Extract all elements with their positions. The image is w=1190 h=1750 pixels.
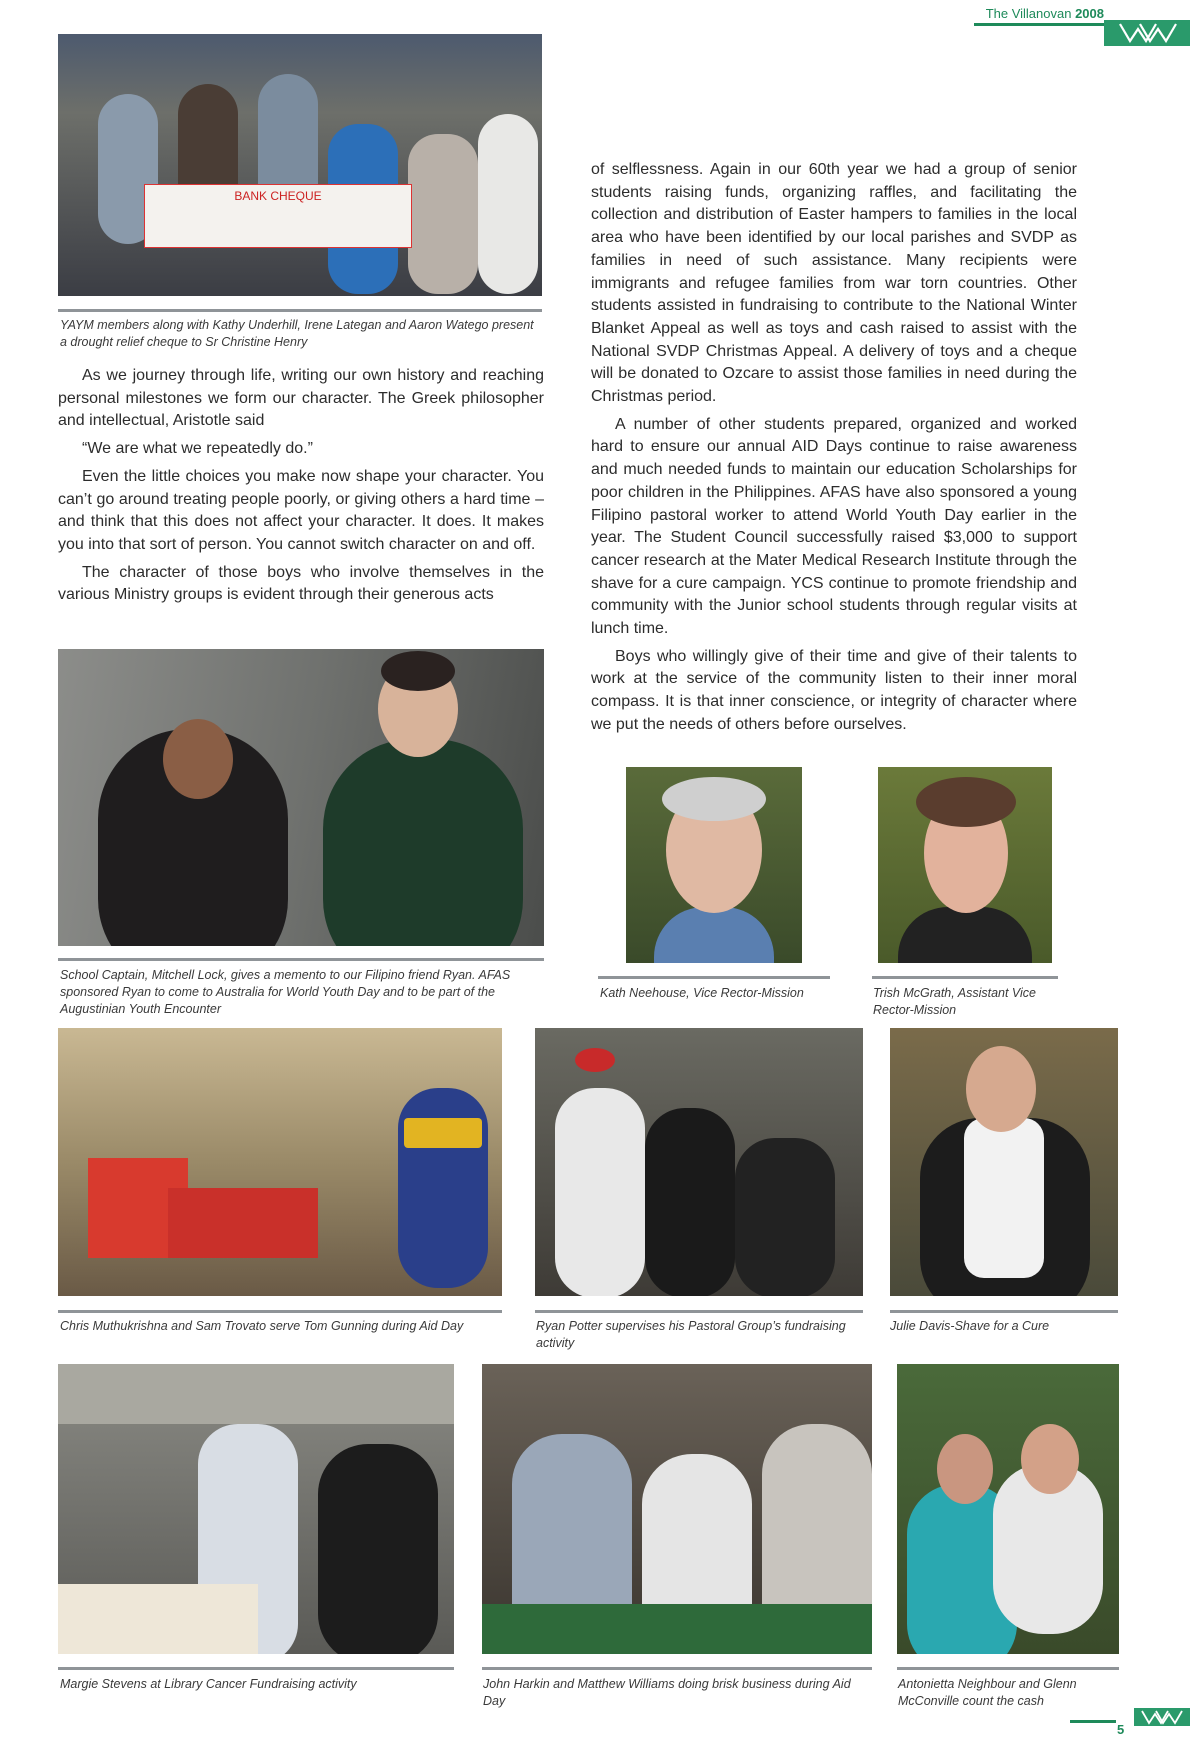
publication-year: 2008 bbox=[1075, 6, 1104, 21]
caption-aid-day-business: John Harkin and Matthew Williams doing brisk business during Aid Day bbox=[483, 1677, 851, 1708]
photo-aid-day-business bbox=[482, 1364, 872, 1654]
caption-rule bbox=[58, 1667, 454, 1670]
caption-trish-mcgrath: Trish McGrath, Assistant Vice Rector-Mission bbox=[873, 986, 1037, 1017]
paragraph: Even the little choices you make now shape your character. You can’t go around treating people poorly, or giving others a hard time – and think that this does not affect your character. It does. It makes you into that sort of person. You cannot switch character on and off. bbox=[58, 467, 544, 553]
school-logo-icon bbox=[1104, 20, 1190, 46]
left-column-text bbox=[58, 365, 544, 612]
footer-logo-icon bbox=[1134, 1708, 1190, 1726]
paragraph: A number of other students prepared, organized and worked hard to ensure our annual AID Days continue to raise awareness and much needed funds to maintain our education Scholarships for poor children in the Philippines. AFAS have also sponsored a young Filipino pastoral worker to attend World Youth Day earlier in the year. The Student Council successfully raised $3,000 to support cancer research at the Mater Medical Research Institute through the shave for a cure campaign. YCS continue to promote friendship and community with the Junior school students through regular visits at lunch time. bbox=[591, 415, 1077, 638]
paragraph: of selflessness. Again in our 60th year we had a group of senior students raising funds, organizing raffles, and facilitating the collection and distribution of Easter hampers to families in the local area who have been identified by our local parishes and SVDP as families in need of such assistance. Many recipients were immigrants and refugee families from war torn countries. Other students assisted in fundraising to contribute to the National Winter Blanket Appeal as well as toys and cash raised to assist with the National SVDP Christmas Appeal. A delivery of toys and a cheque will be donated to Ozcare to assist those families in need during the Christmas period. bbox=[591, 161, 1077, 406]
photo-library-fundraising bbox=[58, 1364, 454, 1654]
photo-group-cheque bbox=[58, 34, 542, 296]
photo-trish-mcgrath bbox=[878, 767, 1052, 963]
caption-aid-day-serving: Chris Muthukrishna and Sam Trovato serve Tom Gunning during Aid Day bbox=[60, 1319, 464, 1333]
photo-kath-neehouse bbox=[626, 767, 802, 963]
header-title bbox=[986, 6, 1104, 21]
caption-rule bbox=[890, 1310, 1118, 1313]
caption-rule bbox=[535, 1310, 863, 1313]
footer-rule bbox=[1070, 1720, 1116, 1723]
caption-rule bbox=[58, 958, 544, 961]
photo-counting-cash bbox=[897, 1364, 1119, 1654]
caption-library-fundraising: Margie Stevens at Library Cancer Fundraising activity bbox=[60, 1677, 357, 1691]
photo-julie-davis-shave bbox=[890, 1028, 1118, 1296]
quote-paragraph: “We are what we repeatedly do.” bbox=[82, 440, 313, 458]
caption-rule bbox=[58, 1310, 502, 1313]
caption-rule bbox=[58, 309, 542, 312]
caption-rule bbox=[897, 1667, 1119, 1670]
caption-captain-ryan: School Captain, Mitchell Lock, gives a memento to our Filipino friend Ryan. AFAS sponsored Ryan to come to Australia for World Youth Day and to be part of the Augustinian Youth Encounter bbox=[60, 968, 511, 1016]
photo-aid-day-serving bbox=[58, 1028, 502, 1296]
photo-pastoral-group bbox=[535, 1028, 863, 1296]
right-column-text bbox=[591, 159, 1077, 742]
caption-pastoral-group: Ryan Potter supervises his Pastoral Group’s fundraising activity bbox=[536, 1319, 846, 1350]
caption-kath-neehouse: Kath Neehouse, Vice Rector-Mission bbox=[600, 986, 804, 1000]
paragraph: Boys who willingly give of their time and give of their talents to work at the service of the community listen to their inner moral compass. It is that inner conscience, or integrity of character where we put the needs of others before ourselves. bbox=[591, 647, 1077, 733]
caption-julie-davis-shave: Julie Davis-Shave for a Cure bbox=[890, 1319, 1050, 1333]
paragraph: The character of those boys who involve themselves in the various Ministry groups is evident through their generous acts bbox=[58, 563, 544, 604]
caption-rule bbox=[598, 976, 830, 979]
caption-counting-cash: Antonietta Neighbour and Glenn McConville count the cash bbox=[898, 1677, 1077, 1708]
page-number: 5 bbox=[1117, 1722, 1125, 1737]
caption-rule bbox=[872, 976, 1058, 979]
bank-cheque bbox=[144, 184, 412, 248]
caption-rule bbox=[482, 1667, 872, 1670]
photo-captain-ryan bbox=[58, 649, 544, 946]
header-rule bbox=[974, 23, 1104, 26]
publication-name: The Villanovan bbox=[985, 6, 1072, 21]
paragraph: As we journey through life, writing our own history and reaching personal milestones we form our character. The Greek philosopher and intellectual, Aristotle said bbox=[58, 367, 544, 430]
cheque-text: BANK CHEQUE bbox=[234, 189, 322, 203]
caption-group-cheque: YAYM members along with Kathy Underhill, Irene Lategan and Aaron Watego present a drought relief cheque to Sr Christine Henry bbox=[60, 318, 534, 349]
